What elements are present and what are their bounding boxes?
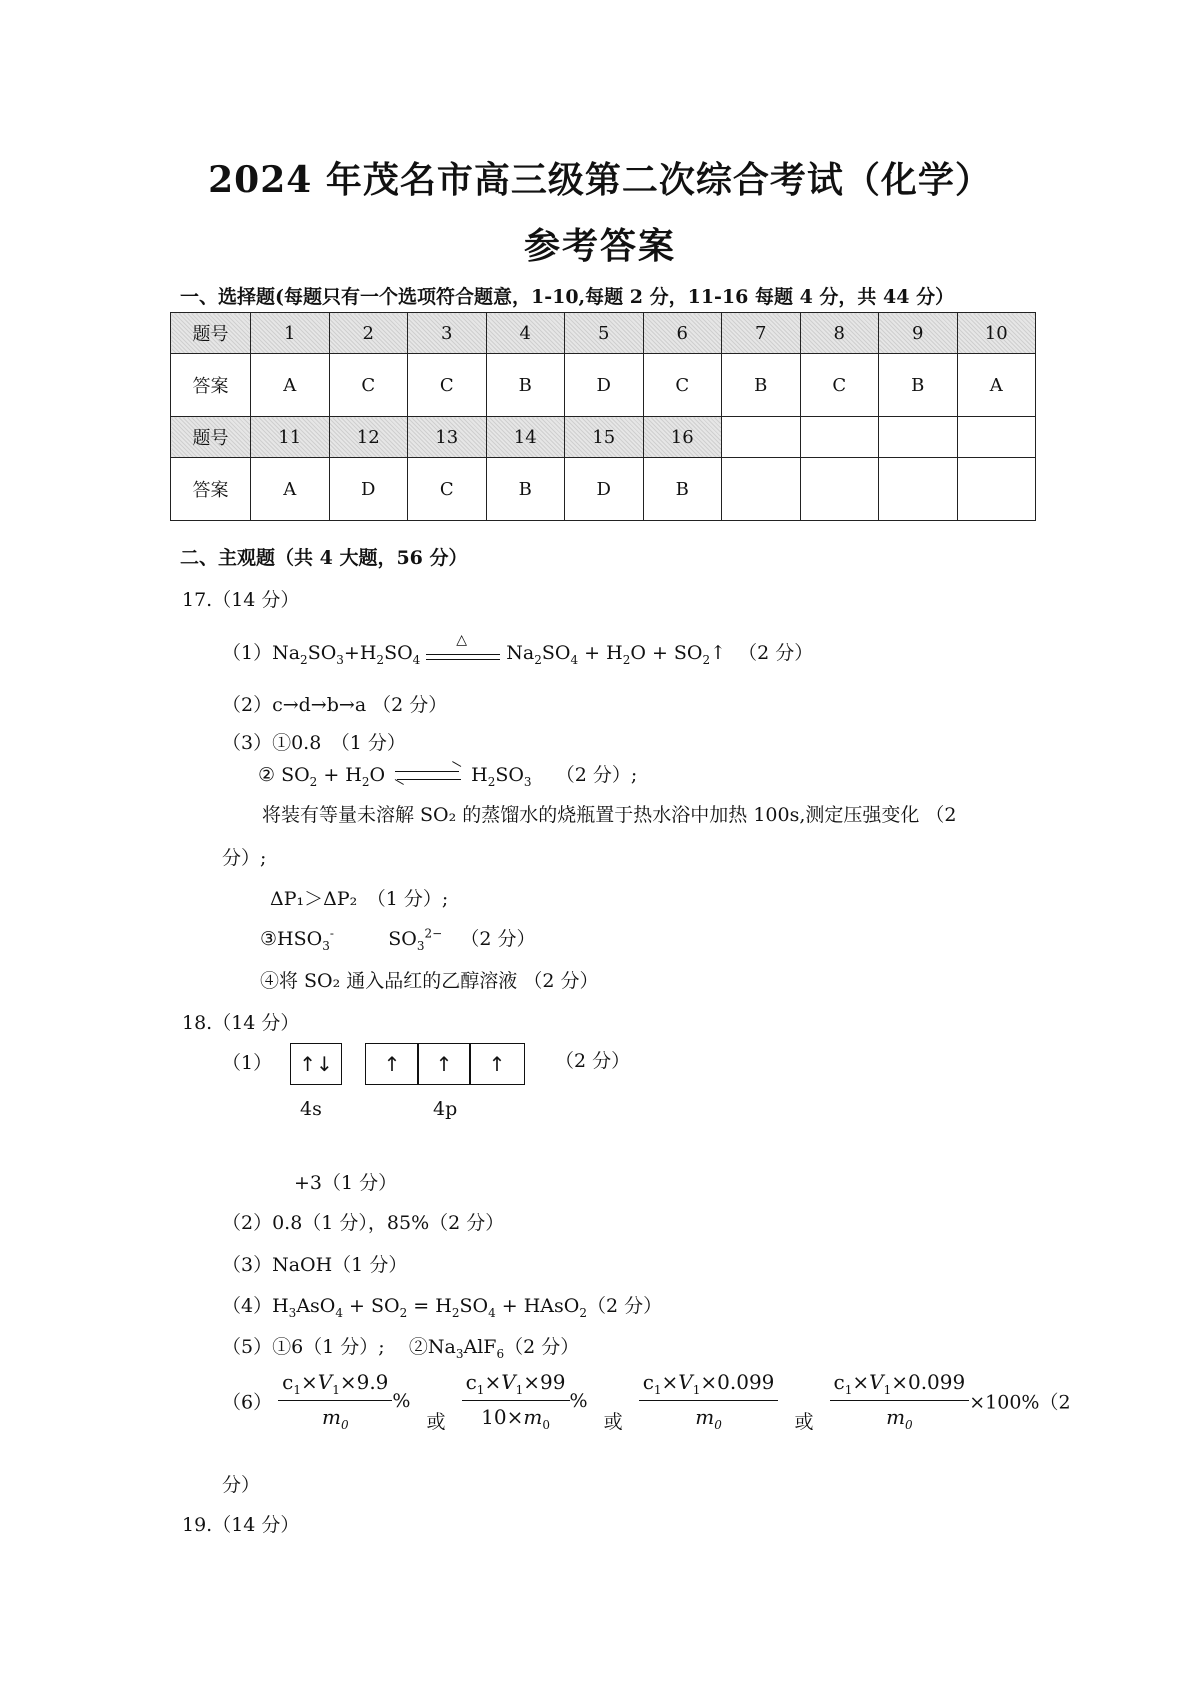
- formula-fraction: $\frac{c_1\times V_1\times 99}{10\times m_0}$: [462, 1370, 570, 1432]
- q17-pressure-compare: ΔP₁＞ΔP₂ （1 分）;: [270, 888, 449, 910]
- empty-cell: [879, 458, 958, 521]
- row-label: 题号: [171, 313, 251, 354]
- answer-cell: A: [251, 458, 330, 521]
- question-number: 15: [565, 417, 644, 458]
- empty-cell: [879, 417, 958, 458]
- question-number: 4: [486, 313, 565, 354]
- q18-part3: （3）NaOH（1 分）: [222, 1254, 408, 1276]
- section-1-heading: 一、选择题(每题只有一个选项符合题意，1-10,每题 2 分，11-16 每题 4 分，共 44 分）: [180, 286, 955, 308]
- orbital-label-4p: 4p: [433, 1098, 458, 1120]
- q18-part1-label: （1）: [222, 1052, 273, 1074]
- q18-header: 18.（14 分）: [182, 1012, 300, 1034]
- answer-cell: C: [408, 354, 487, 417]
- formula-fraction: $\frac{c_1\times V_1\times 9.9}{m_0}$: [278, 1370, 392, 1432]
- answer-cell: C: [643, 354, 722, 417]
- orbital-box-4p: ↑: [417, 1043, 471, 1085]
- answer-cell: B: [722, 354, 801, 417]
- empty-cell: [800, 458, 879, 521]
- empty-cell: [957, 417, 1036, 458]
- empty-cell: [722, 417, 801, 458]
- row-label: 题号: [171, 417, 251, 458]
- equation: $H_3AsO_4 + SO_2 = H_2SO_4$ + HAsO$_2$: [272, 1295, 587, 1320]
- page-subtitle: 参考答案: [523, 225, 676, 267]
- question-number: 5: [565, 313, 644, 354]
- heat-arrow-icon: △: [426, 644, 500, 664]
- q18-part4: $(4)H_3AsO_4 + SO_2 = H_2SO_4$ + HAsO$_2$（2 分）: [222, 1295, 663, 1320]
- empty-cell: [957, 458, 1036, 521]
- page-title: 2024 年茂名市高三级第二次综合考试（化学）: [208, 159, 992, 201]
- answer-cell: A: [251, 354, 330, 417]
- question-number: 2: [329, 313, 408, 354]
- question-number: 7: [722, 313, 801, 354]
- q17-part3-1: （3）①0.8 （1 分）: [222, 732, 406, 754]
- q18-part2: （2）0.8（1 分），85%（2 分）: [222, 1212, 505, 1234]
- q18-part6-end: 分）: [222, 1474, 261, 1496]
- orbital-box-4p: ↑: [469, 1043, 525, 1085]
- question-number: 13: [408, 417, 487, 458]
- equation-reactants: $Na_2SO_3+H_2SO_4$: [272, 642, 421, 667]
- question-number: 12: [329, 417, 408, 458]
- table-row: [171, 313, 1036, 354]
- row-label: 答案: [171, 354, 251, 417]
- q17-part3-text-end: 分）;: [222, 847, 267, 869]
- q17-header: 17.（14 分）: [182, 589, 300, 611]
- question-number: 3: [408, 313, 487, 354]
- q18-part1-score: （2 分）: [555, 1050, 631, 1072]
- answer-cell: B: [486, 354, 565, 417]
- q17-part3-3: $③HSO_3^-$ $SO_3^{2-}$ （2 分）: [260, 926, 536, 953]
- q17-part1: $(1)Na_2SO_3+H_2SO_4$ △ $Na_2SO_4 + H_2O$ + $SO_2↑$ （2 分）: [222, 632, 814, 667]
- answer-cell: C: [800, 354, 879, 417]
- question-number: 10: [957, 313, 1036, 354]
- orbital-label-4s: 4s: [300, 1098, 322, 1120]
- q19-header: 19.（14 分）: [182, 1514, 300, 1536]
- answer-table: [170, 312, 1036, 521]
- question-number: 16: [643, 417, 722, 458]
- answer-cell: D: [329, 458, 408, 521]
- q17-part3-2: ② $SO_2 + H_2O$ $H_2SO_3$ （2 分）;: [258, 764, 638, 789]
- answer-cell: B: [643, 458, 722, 521]
- empty-cell: [800, 417, 879, 458]
- equilibrium-equation: ② $SO_2 + H_2O$: [258, 764, 386, 789]
- answer-cell: D: [565, 354, 644, 417]
- table-row: [171, 354, 1036, 417]
- table-row: [171, 417, 1036, 458]
- equation-products: $Na_2SO_4 + H_2O$ + $SO_2↑$: [506, 642, 727, 667]
- question-number: 9: [879, 313, 958, 354]
- q17-part3-4: ④将 SO₂ 通入品红的乙醇溶液 （2 分）: [260, 970, 599, 992]
- row-label: 答案: [171, 458, 251, 521]
- q18-part6: （6） $\frac{c_1\times V_1\times 9.9}{m_0}$ % 或 $\frac{c_1\times V_1\times 99}{10\times m_0}$ % 或 $\frac{c_1\times V_1\times 0.099}{m_0}$ 或 $\frac{c_1\times V_1\times 0.099}{m_0}$ ×100%（2: [222, 1370, 1071, 1433]
- question-number: 11: [251, 417, 330, 458]
- section-2-heading: 二、主观题（共 4 大题，56 分）: [180, 547, 468, 569]
- question-number: 8: [800, 313, 879, 354]
- q18-part5: （5）①6（1 分）; $②Na_3AlF_6(2$ 分）: [222, 1336, 580, 1361]
- q17-part3-text: 将装有等量未溶解 SO₂ 的蒸馏水的烧瓶置于热水浴中加热 100s,测定压强变化 （2: [262, 804, 957, 826]
- q17-part2: （2）c→d→b→a （2 分）: [222, 694, 448, 716]
- orbital-box-4s: ↑↓: [290, 1043, 342, 1085]
- answer-cell: C: [408, 458, 487, 521]
- question-number: 14: [486, 417, 565, 458]
- answer-cell: A: [957, 354, 1036, 417]
- q18-part1-valence: +3（1 分）: [294, 1172, 398, 1194]
- orbital-box-4p: ↑: [365, 1043, 419, 1085]
- formula-fraction: $\frac{c_1\times V_1\times 0.099}{m_0}$: [830, 1370, 970, 1432]
- empty-cell: [722, 458, 801, 521]
- answer-cell: C: [329, 354, 408, 417]
- answer-cell: B: [879, 354, 958, 417]
- answer-cell: B: [486, 458, 565, 521]
- answer-cell: D: [565, 458, 644, 521]
- equilibrium-arrow-icon: [395, 766, 461, 786]
- table-row: [171, 458, 1036, 521]
- question-number: 6: [643, 313, 722, 354]
- formula-fraction: $\frac{c_1\times V_1\times 0.099}{m_0}$: [639, 1370, 779, 1432]
- question-number: 1: [251, 313, 330, 354]
